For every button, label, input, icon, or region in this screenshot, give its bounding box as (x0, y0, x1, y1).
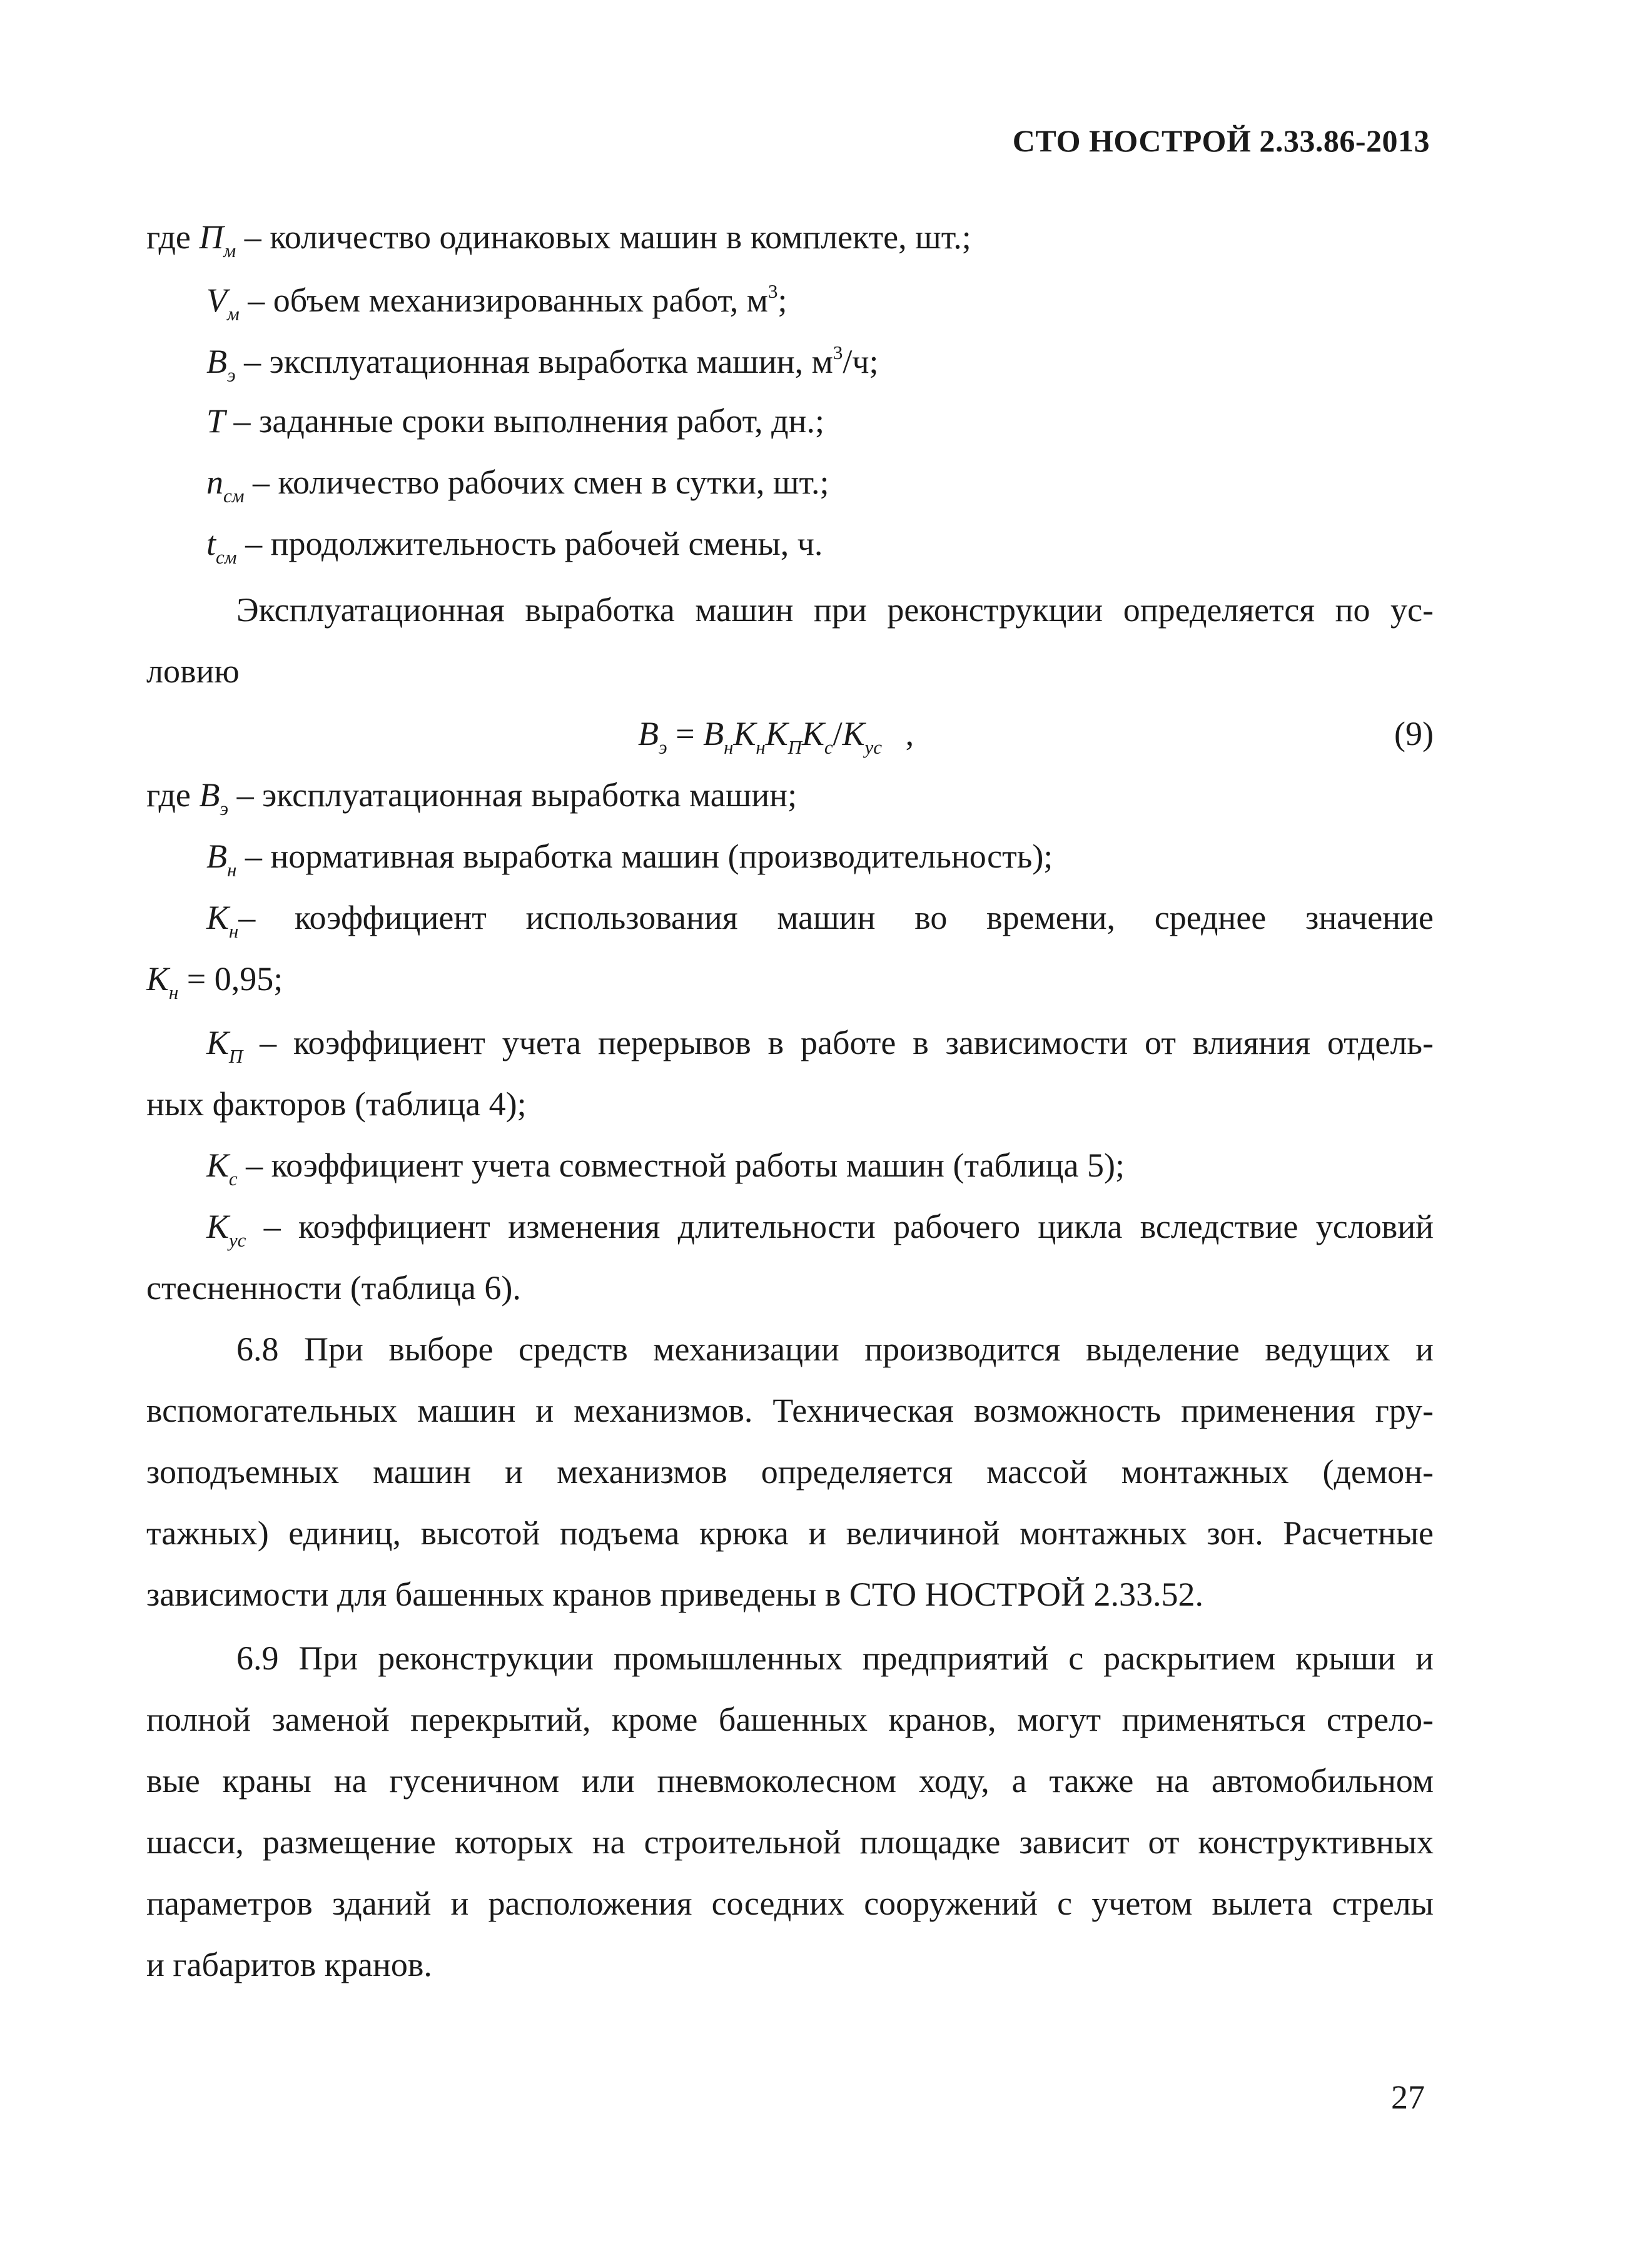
symbol: К (146, 960, 169, 998)
formula-subscript: П (787, 736, 802, 758)
definition-text: – коэффициент учета совместной работы машин (таблица 5); (246, 1147, 1125, 1184)
formula-term: В (638, 715, 659, 752)
subscript: н (168, 981, 179, 1003)
definition-text: – продолжительность рабочей смены, ч. (245, 525, 823, 562)
def-pm (146, 220, 971, 260)
definition-text: – количество рабочих смен в сутки, шт.; (253, 463, 829, 501)
para-6-9-line: 6.9 При реконструкции промышленных предприятий с раскрытием крыши и (236, 1639, 1434, 1677)
definition-text: – заданные сроки выполнения работ, дн.; (233, 402, 824, 440)
subscript: см (223, 485, 245, 507)
def-intro-word: где (146, 776, 191, 814)
word: коэффициент (294, 899, 487, 936)
definition-tail: ; (777, 281, 787, 319)
definition-tail: /ч; (843, 343, 879, 380)
symbol: V (206, 281, 227, 319)
formula-subscript: с (824, 736, 833, 758)
definition-text: – объем механизированных работ, м (248, 281, 768, 319)
symbol: В (206, 343, 227, 380)
symbol: В (206, 838, 227, 875)
para-6-9-line: и габаритов кранов. (146, 1946, 432, 1983)
definition-text: – количество одинаковых машин в комплекте, шт.; (244, 218, 971, 256)
definition-text: – эксплуатационная выработка машин; (236, 776, 797, 814)
formula-9 (638, 714, 914, 759)
subscript: с (228, 1168, 238, 1190)
para-6-9-line: параметров зданий и расположения соседних сооружений с учетом вылета стрелы (146, 1885, 1434, 1922)
word: времени, (986, 899, 1115, 936)
para-6-8-line: зависимости для башенных кранов приведены в СТО НОСТРОЙ 2.33.52. (146, 1576, 1203, 1613)
subscript: см (216, 546, 237, 568)
def-kyc-line-1 (206, 1210, 1434, 1250)
page-number: 27 (1391, 2078, 1425, 2116)
def-kn-line-1 (206, 901, 1434, 941)
subscript: э (220, 797, 229, 819)
formula-term: В (703, 715, 724, 752)
def-tcm (206, 527, 823, 567)
def-kyc-line-2: стесненности (таблица 6). (146, 1269, 521, 1307)
symbol: К (206, 1147, 229, 1184)
subscript: П (228, 1045, 243, 1067)
symbol: К (206, 899, 229, 936)
symbol-group (206, 901, 255, 941)
word: во (914, 899, 948, 936)
def-kp-line-1 (206, 1026, 1434, 1066)
para-6-9-line: вые краны на гусеничном или пневмоколесном ходу, а также на автомобильном (146, 1762, 1434, 1800)
formula-subscript: н (756, 736, 766, 758)
symbol: T (206, 402, 226, 440)
def-intro-word: где (146, 218, 191, 256)
symbol: К (206, 1208, 229, 1245)
word: – (238, 899, 256, 936)
subscript: н (227, 859, 237, 881)
def-ve (206, 343, 879, 385)
def-kp-line-2: ных факторов (таблица 4); (146, 1085, 527, 1123)
para-6-8-line: вспомогательных машин и механизмов. Техническая возможность применения гру- (146, 1392, 1434, 1429)
def-kn-line-2 (146, 962, 283, 1002)
formula-subscript: э (659, 736, 667, 758)
subscript: э (227, 364, 236, 386)
para-6-8-line: тажных) единиц, высотой подъема крюка и величиной монтажных зон. Расчетные (146, 1514, 1434, 1552)
formula-term: К (802, 715, 824, 752)
formula-equals: = (667, 715, 704, 752)
formula-subscript: ус (864, 736, 883, 758)
word: использования (525, 899, 738, 936)
symbol: n (206, 463, 223, 501)
document-header: СТО НОСТРОЙ 2.33.86-2013 (1012, 123, 1430, 158)
formula-slash: / (833, 715, 843, 752)
symbol: В (199, 776, 220, 814)
para-expl-line-2: ловию (146, 652, 240, 690)
superscript: 3 (833, 342, 843, 363)
formula-comma: , (905, 715, 914, 752)
subscript: м (223, 240, 236, 261)
word: машин (777, 899, 876, 936)
definition-text: – коэффициент изменения длительности рабочего цикла вследствие условий (263, 1208, 1434, 1245)
word: среднее (1154, 899, 1267, 936)
def-t (206, 404, 824, 438)
formula-term: К (842, 715, 865, 752)
symbol: П (199, 218, 224, 256)
symbol: t (206, 525, 216, 562)
def-kc (206, 1148, 1125, 1188)
def-vm (206, 281, 787, 323)
para-expl-line-1: Эксплуатационная выработка машин при реконструкции определяется по ус- (236, 591, 1434, 629)
para-6-9-line: полной заменой перекрытий, кроме башенных кранов, могут применяться стрело- (146, 1701, 1434, 1738)
subscript: м (227, 303, 240, 325)
subscript: н (228, 920, 239, 942)
definition-text: = 0,95; (178, 960, 283, 998)
def-bn (206, 839, 1053, 879)
formula-subscript: н (724, 736, 734, 758)
def-be (146, 778, 797, 818)
def-n (206, 465, 829, 505)
para-6-8-line: 6.8 При выборе средств механизации производится выделение ведущих и (236, 1330, 1434, 1368)
para-6-8-line: зоподъемных машин и механизмов определяется массой монтажных (демон- (146, 1453, 1434, 1491)
definition-text: – коэффициент учета перерывов в работе в зависимости от влияния отдель- (260, 1024, 1434, 1061)
equation-number: (9) (1394, 715, 1434, 752)
superscript: 3 (767, 280, 778, 302)
word: значение (1305, 899, 1434, 936)
formula-term: К (765, 715, 788, 752)
definition-text: – эксплуатационная выработка машин, м (244, 343, 833, 380)
para-6-9-line: шасси, размещение которых на строительной площадке зависит от конструктивных (146, 1823, 1434, 1861)
definition-text: – нормативная выработка машин (производительность); (245, 838, 1053, 875)
symbol: К (206, 1024, 229, 1061)
subscript: ус (228, 1229, 246, 1251)
formula-term: К (733, 715, 756, 752)
